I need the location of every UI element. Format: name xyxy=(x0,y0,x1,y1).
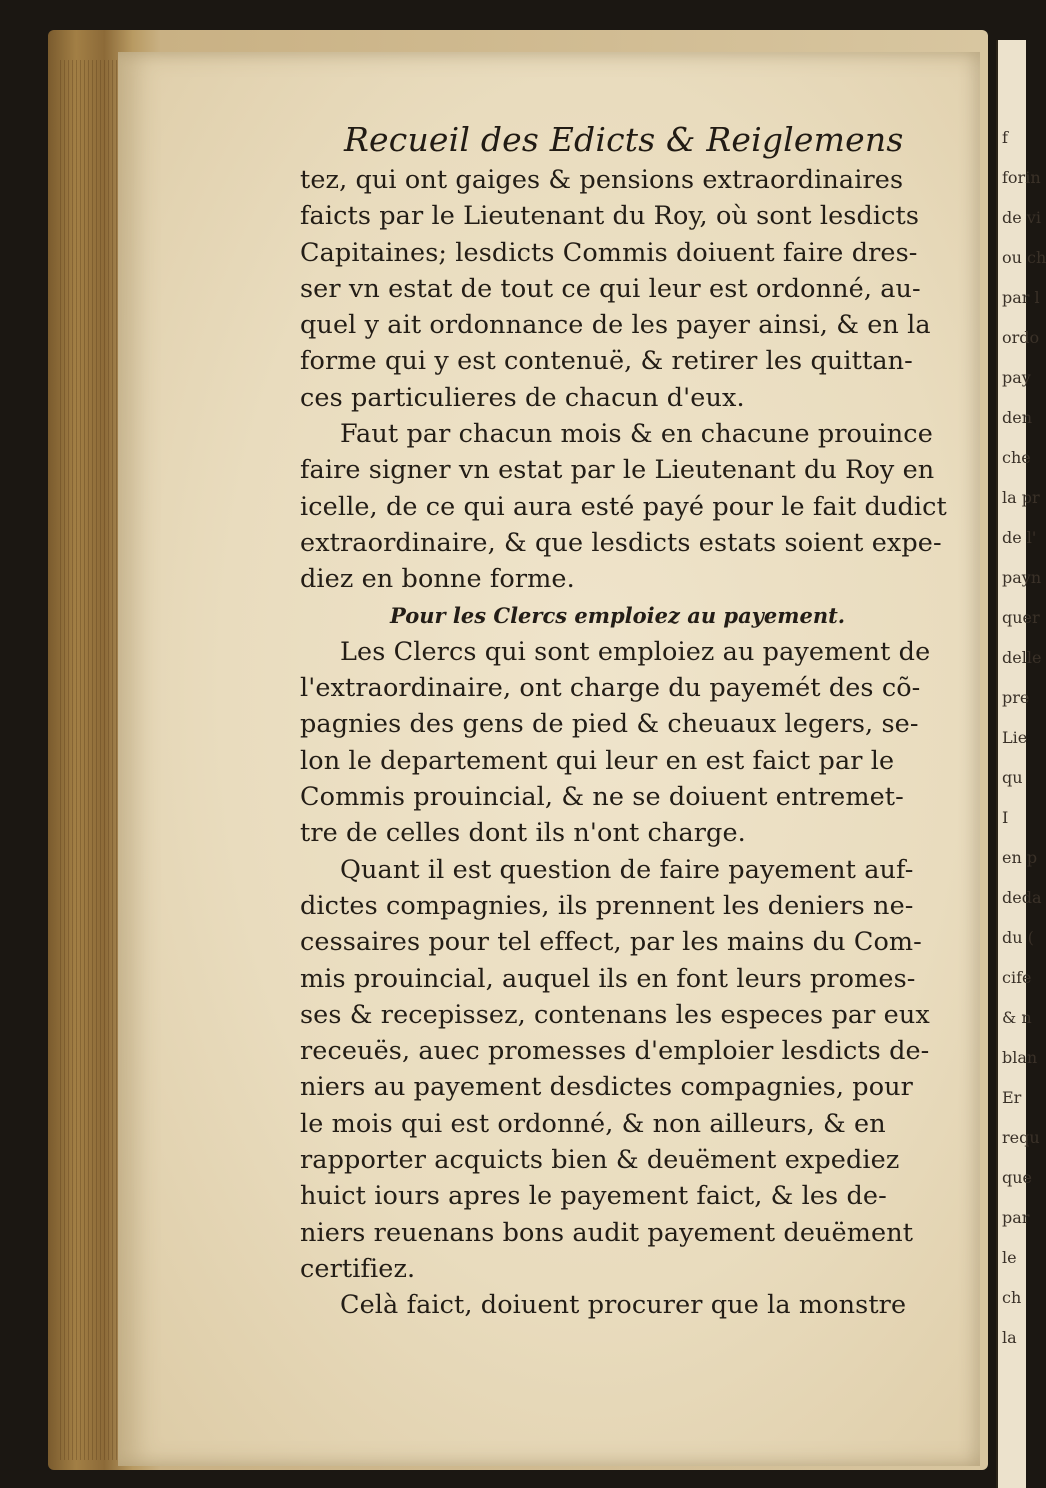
next-page-fragment: ch xyxy=(1002,1288,1022,1307)
next-page-fragment: de vi xyxy=(1002,208,1041,227)
next-page-fragment: quer xyxy=(1002,608,1040,627)
text-line: tez, qui ont gaiges & pensions extraordinaires xyxy=(300,165,904,195)
text-line: tre de celles dont ils n'ont charge. xyxy=(300,818,746,849)
text-line: faire signer vn estat par le Lieutenant du Roy en xyxy=(300,455,935,486)
next-page-fragment: le xyxy=(1002,1248,1017,1267)
text-line: Quant il est question de faire payement auf- xyxy=(340,854,914,885)
next-page-fragment: f xyxy=(1002,128,1008,147)
next-page-fragment: Lie xyxy=(1002,728,1028,747)
next-page-fragment: la xyxy=(1002,1328,1017,1347)
next-page-fragment: den xyxy=(1002,408,1033,427)
text-line: niers reuenans bons audit payement deuëment xyxy=(300,1217,914,1248)
text-line: le mois qui est ordonné, & non ailleurs, & en xyxy=(300,1108,886,1139)
next-page-fragment: pay xyxy=(1002,368,1031,387)
text-line: receuës, auec promesses d'emploier lesdicts de- xyxy=(300,1036,930,1067)
next-page-fragment: requ xyxy=(1002,1128,1040,1147)
next-page-fragment: du ( xyxy=(1002,928,1034,947)
text-line: diez en bonne forme. xyxy=(300,564,575,595)
next-page-fragment: cife xyxy=(1002,968,1032,987)
page-edges xyxy=(60,60,118,1460)
next-page-fragment: ou ch xyxy=(1002,248,1046,267)
text-line: rapporter acquicts bien & deuëment expediez xyxy=(300,1145,900,1176)
next-page-fragment: Er xyxy=(1002,1088,1022,1107)
page-text xyxy=(300,118,947,1324)
text-line: extraordinaire, & que lesdicts estats soient expe- xyxy=(300,527,942,558)
next-page-fragment: la pr xyxy=(1002,488,1040,507)
text-line: faicts par le Lieutenant du Roy, où sont lesdicts xyxy=(300,201,920,232)
next-page-fragment: & n xyxy=(1002,1008,1032,1027)
text-line: ces particulieres de chacun d'eux. xyxy=(300,382,745,413)
text-line: dictes compagnies, ils prennent les deniers ne- xyxy=(300,890,914,921)
text-line: pagnies des gens de pied & cheuaux legers, se- xyxy=(300,709,919,740)
text-line: Commis prouincial, & ne se doiuent entremet- xyxy=(300,782,904,813)
next-page-fragment: par xyxy=(1002,1208,1030,1227)
text-line: ses & recepissez, contenans les especes par eux xyxy=(300,999,930,1030)
text-line: certifiez. xyxy=(300,1253,416,1284)
text-line: icelle, de ce qui aura esté payé pour le fait dudict xyxy=(300,491,947,522)
next-page-fragment: de l' xyxy=(1002,528,1037,547)
next-page-fragment: blan xyxy=(1002,1048,1038,1067)
next-page-fragment: deda xyxy=(1002,888,1042,907)
next-page-fragment: qu xyxy=(1002,768,1023,787)
text-line: Les Clercs qui sont emploiez au payement de xyxy=(340,636,931,667)
next-page-fragment: par l xyxy=(1002,288,1040,307)
text-line: huict iours apres le payement faict, & les de- xyxy=(300,1181,887,1212)
next-page-fragment: en p xyxy=(1002,848,1038,867)
next-page-fragment: que xyxy=(1002,1168,1033,1187)
next-page-fragment: I xyxy=(1002,808,1009,827)
text-line: quel y ait ordonnance de les payer ainsi, & en la xyxy=(300,310,931,341)
text-line: cessaires pour tel effect, par les mains du Com- xyxy=(300,927,922,958)
text-line: mis prouincial, auquel ils en font leurs promes- xyxy=(300,963,916,994)
next-page-strip xyxy=(996,40,1046,1488)
text-line: forme qui y est contenuë, & retirer les quittan- xyxy=(300,346,913,377)
text-line: Faut par chacun mois & en chacune prouince xyxy=(340,419,933,450)
section-heading: Pour les Clercs emploiez au payement. xyxy=(390,602,846,628)
next-page-fragment: delle xyxy=(1002,648,1042,667)
text-line: Capitaines; lesdicts Commis doiuent faire dres- xyxy=(300,237,918,268)
text-line: Celà faict, doiuent procurer que la monstre xyxy=(340,1290,907,1321)
text-line: lon le departement qui leur en est faict par le xyxy=(300,745,895,776)
running-head: Recueil des Edicts & Reiglemens xyxy=(344,120,904,159)
next-page-fragment: pre xyxy=(1002,688,1030,707)
next-page-fragment: ordo xyxy=(1002,328,1040,347)
next-page-fragment: che xyxy=(1002,448,1031,467)
next-page-fragment: forin xyxy=(1002,168,1041,187)
next-page-fragment: payn xyxy=(1002,568,1042,587)
text-line: niers au payement desdictes compagnies, pour xyxy=(300,1072,913,1103)
text-line: l'extraordinaire, ont charge du payemét des cõ- xyxy=(300,673,921,704)
text-line: ser vn estat de tout ce qui leur est ordonné, au- xyxy=(300,273,921,304)
